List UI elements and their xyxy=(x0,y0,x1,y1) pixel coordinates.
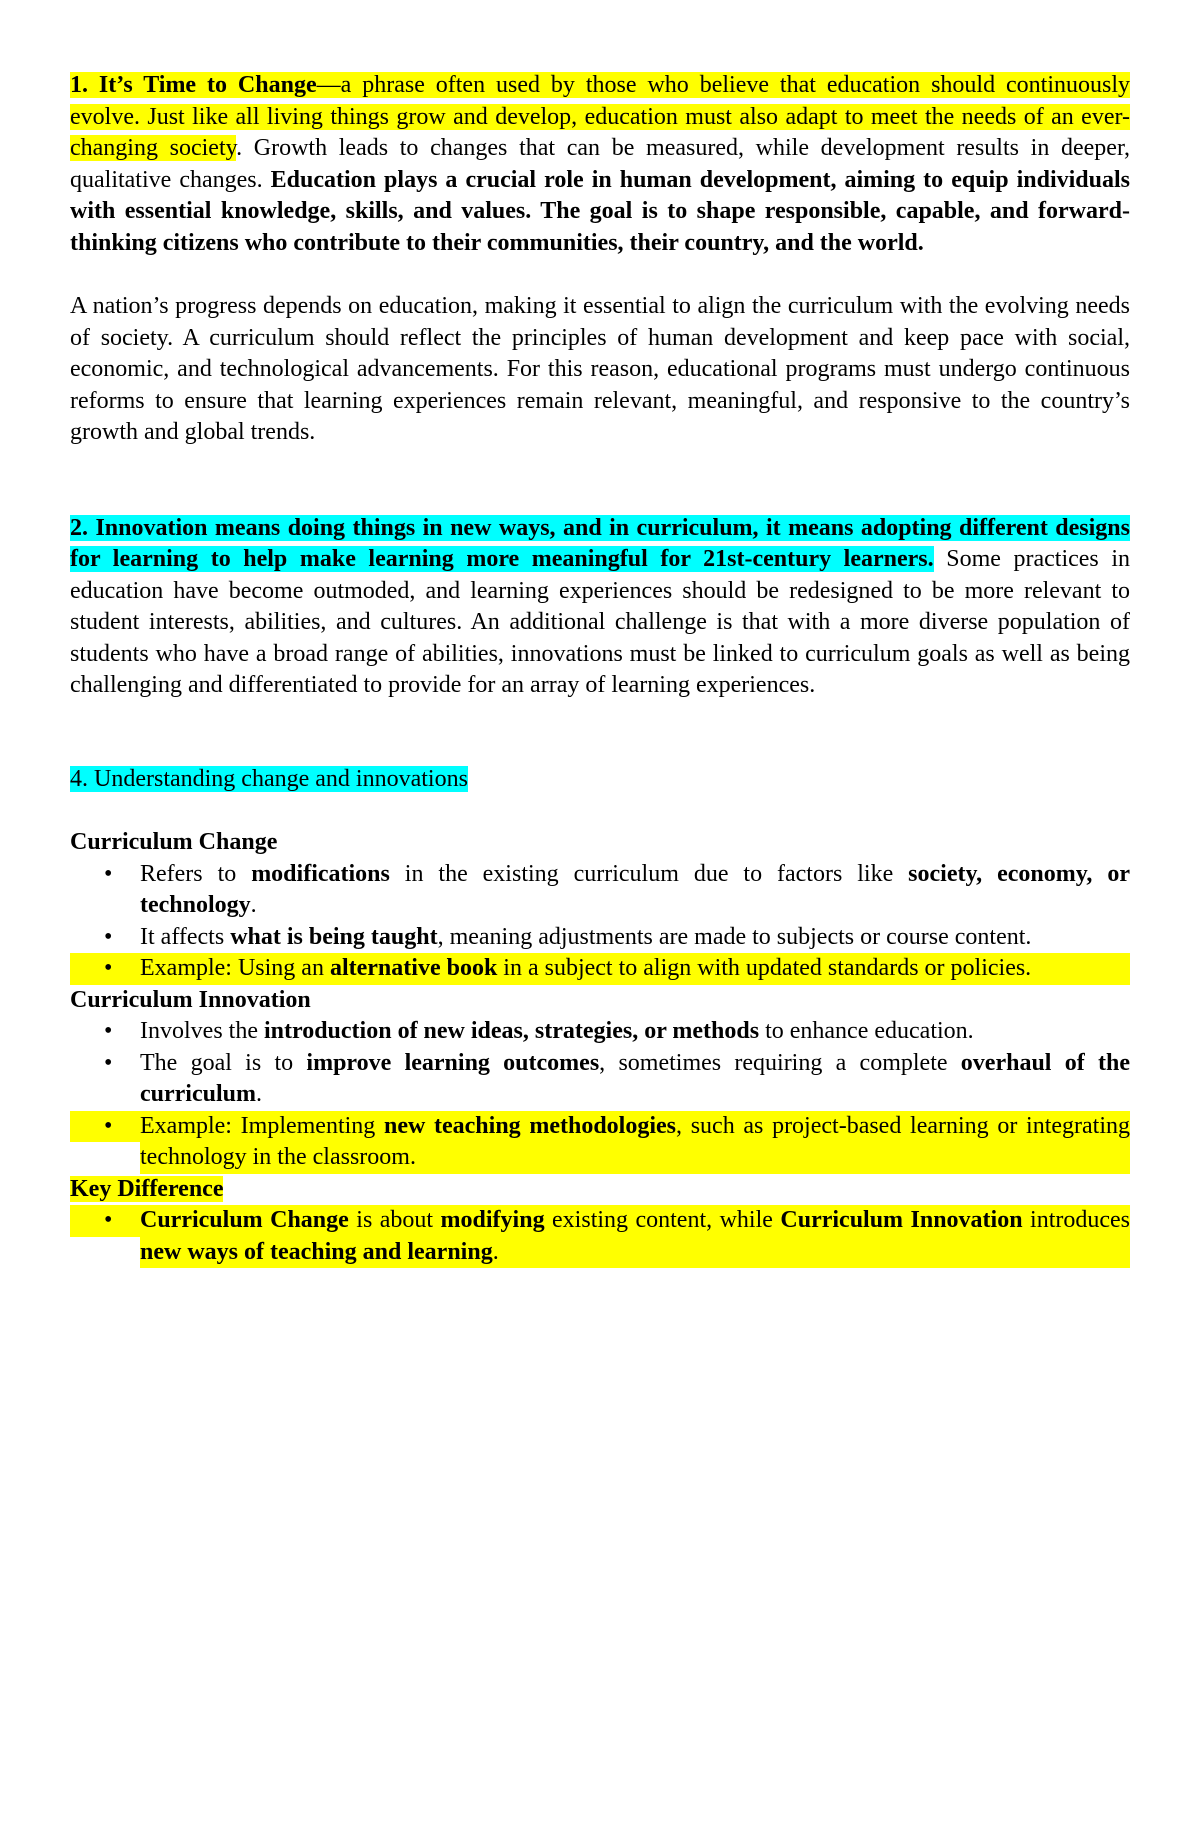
curriculum-change-heading: Curriculum Change xyxy=(70,829,278,855)
section2-bold-highlighted-text: 2. Innovation means doing things in new ways, and in curriculum, it means adopting different designs for learning to help make learning more meaningful for 21st-century learners. xyxy=(70,514,1130,572)
curriculum-innovation-list xyxy=(70,1016,1130,1174)
section2-plain-text: Some practices in education have become outmoded, and learning experiences should be redesigned to be more relevant to student interests, abilities, and cultures. An additional challenge is that with a more diverse population of students who have a broad range of abilities, innovations must be linked to curriculum goals as well as being challenging and differentiated to provide for an array of learning experiences. xyxy=(70,546,1130,698)
curriculum-innovation-heading: Curriculum Innovation xyxy=(70,986,311,1013)
section1-dash: — xyxy=(316,72,341,98)
section4-title: 4. Understanding change and innovations xyxy=(70,765,468,792)
list-item: • Involves the introduction of new ideas, strategies, or methods to enhance education. xyxy=(140,1016,1130,1048)
list-item-example: • Example: Using an alternative book in a subject to align with updated standards or policies. xyxy=(140,953,1130,985)
section1-plain-text: . Growth leads to changes that can be measured, while development results in deeper, qualitative changes. xyxy=(70,135,1130,193)
section4-paragraph xyxy=(70,764,1130,796)
section2-paragraph xyxy=(70,513,1130,702)
section1-title: 1. It’s Time to Change xyxy=(70,72,317,98)
list-item: • It affects what is being taught, meaning adjustments are made to subjects or course content. xyxy=(140,922,1130,954)
section1-bold-text: Education plays a crucial role in human development, aiming to equip individuals with essential knowledge, skills, and values. The goal is to shape responsible, capable, and forward-thinking citizens who contribute to their communities, their country, and the world. xyxy=(70,166,1130,256)
key-difference-heading: Key Difference xyxy=(70,1175,224,1202)
section1-highlighted-text: a phrase often used by those who believe that education should continuously evolve. Just like all living things grow and develop, education must also adapt to meet the needs of an ever-changing society xyxy=(70,72,1130,161)
list-item: • The goal is to improve learning outcomes, sometimes requiring a complete overhaul of the curriculum. xyxy=(140,1048,1130,1111)
list-item-key-difference: • Curriculum Change is about modifying existing content, while Curriculum Innovation introduces new ways of teaching and learning. xyxy=(140,1205,1130,1268)
key-difference-list xyxy=(70,1205,1130,1268)
section1-paragraph xyxy=(70,70,1130,259)
list-item: • Refers to modifications in the existing curriculum due to factors like society, economy, or technology. xyxy=(140,859,1130,922)
list-item-example: • Example: Implementing new teaching methodologies, such as project-based learning or integrating technology in the classroom. xyxy=(140,1111,1130,1174)
curriculum-change-list xyxy=(70,859,1130,985)
section1-paragraph2: A nation’s progress depends on education, making it essential to align the curriculum with the evolving needs of society. A curriculum should reflect the principles of human development and keep pace with social, economic, and technological advancements. For this reason, educational programs must undergo continuous reforms to ensure that learning experiences remain relevant, meaningful, and responsive to the country’s growth and global trends. xyxy=(70,293,1130,445)
